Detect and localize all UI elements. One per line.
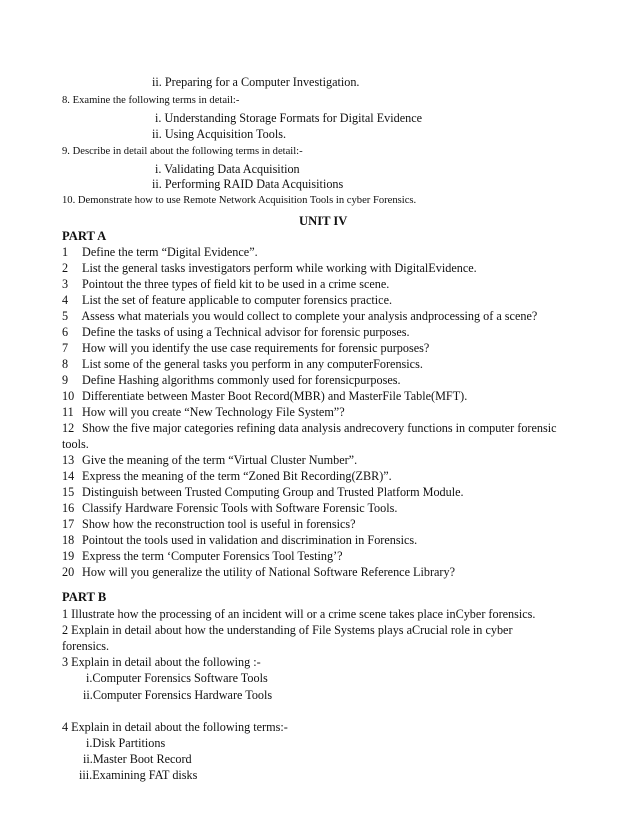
part-b-subitem: i.Disk Partitions [86,736,166,750]
part-b-line: 4 Explain in detail about the following terms:- [62,720,288,734]
part-a-item [62,388,467,404]
item-number: 1 [62,245,69,259]
part-b-subitem: iii.Examining FAT disks [79,768,198,782]
part-a-item [62,276,389,292]
item-7-ii: ii. Preparing for a Computer Investigation. [152,75,360,89]
item-text: How will you generalize the utility of National Software Reference Library? [82,565,455,579]
item-number: 4 [62,293,69,307]
item-number: 6 [62,325,69,339]
item-number: 9 [62,373,69,387]
item-text: Show how the reconstruction tool is useful in forensics? [82,517,356,531]
item-text: Define the term “Digital Evidence”. [82,245,258,259]
question-9-i: i. Validating Data Acquisition [155,162,300,176]
question-10: 10. Demonstrate how to use Remote Network Acquisition Tools in cyber Forensics. [62,195,417,206]
item-text: Define Hashing algorithms commonly used for forensicpurposes. [82,373,401,387]
part-b-subitem: ii.Master Boot Record [83,752,192,766]
part-a-item [62,468,392,484]
part-a-item [62,356,423,372]
item-text: tools. [62,437,89,451]
part-a-item [62,324,410,340]
item-text: Show the five major categories refining data analysis andrecovery functions in computer forensic [82,421,557,435]
item-number: 19 [62,549,75,563]
item-text: List the general tasks investigators perform while working with DigitalEvidence. [82,261,477,275]
item-number: 3 [62,277,69,291]
part-a-item [62,484,464,500]
part-b-subitem: i.Computer Forensics Software Tools [86,671,268,685]
part-b-line: forensics. [62,639,110,653]
item-text: Give the meaning of the term “Virtual Cluster Number”. [82,453,358,467]
item-number: 17 [62,517,75,531]
item-text: Differentiate between Master Boot Record(MBR) and MasterFile Table(MFT). [82,389,468,403]
item-number: 18 [62,533,75,547]
part-a-item [62,532,417,548]
part-a-item-continuation [62,436,89,452]
item-text: Express the meaning of the term “Zoned Bit Recording(ZBR)”. [82,469,392,483]
item-text: Assess what materials you would collect to complete your analysis andprocessing of a scene? [81,309,538,323]
part-a-item [62,244,258,260]
part-a-item [62,452,357,468]
part-a-item [62,516,356,532]
item-text: Distinguish between Trusted Computing Group and Trusted Platform Module. [82,485,464,499]
part-b-subitem: ii.Computer Forensics Hardware Tools [83,688,273,702]
item-number: 14 [62,469,75,483]
question-9: 9. Describe in detail about the following terms in detail:- [62,146,303,157]
part-a-item [62,308,537,324]
part-a-item [62,260,477,276]
item-text: How will you identify the use case requirements for forensic purposes? [82,341,430,355]
item-text: Define the tasks of using a Technical advisor for forensic purposes. [82,325,410,339]
item-text: How will you create “New Technology File System”? [82,405,345,419]
item-number: 5 [62,309,69,323]
item-number: 16 [62,501,75,515]
item-text: List some of the general tasks you perform in any computerForensics. [82,357,423,371]
question-9-ii: ii. Performing RAID Data Acquisitions [152,177,344,191]
part-a-item [62,340,429,356]
question-8-ii: ii. Using Acquisition Tools. [152,127,287,141]
question-8-i: i. Understanding Storage Formats for Digital Evidence [155,111,423,125]
item-text: Classify Hardware Forensic Tools with Software Forensic Tools. [82,501,398,515]
part-a-item [62,564,455,580]
part-a-item [62,548,343,564]
part-a-item [62,420,557,436]
item-number: 2 [62,261,69,275]
part-b-line: 3 Explain in detail about the following :- [62,655,261,669]
item-number: 10 [62,389,75,403]
item-number: 11 [62,405,74,419]
part-b-heading: PART B [62,590,107,604]
part-b-line: 2 Explain in detail about how the understanding of File Systems plays aCrucial role in cyber [62,623,513,637]
item-number: 8 [62,357,69,371]
item-text: Express the term ‘Computer Forensics Tool Testing’? [82,549,343,563]
part-a-item [62,372,401,388]
item-text: Pointout the tools used in validation and discrimination in Forensics. [82,533,418,547]
part-a-item [62,500,397,516]
item-number: 20 [62,565,75,579]
item-number: 7 [62,341,69,355]
item-text: List the set of feature applicable to computer forensics practice. [82,293,393,307]
part-a-item [62,292,392,308]
item-text: Pointout the three types of field kit to be used in a crime scene. [82,277,390,291]
part-a-item [62,404,345,420]
part-b-line: 1 Illustrate how the processing of an incident will or a crime scene takes place inCyber forensics. [62,607,536,621]
item-number: 13 [62,453,75,467]
item-number: 15 [62,485,75,499]
part-a-heading: PART A [62,229,107,243]
item-number: 12 [62,421,75,435]
unit-title: UNIT IV [299,214,348,228]
question-8: 8. Examine the following terms in detail:- [62,95,240,106]
